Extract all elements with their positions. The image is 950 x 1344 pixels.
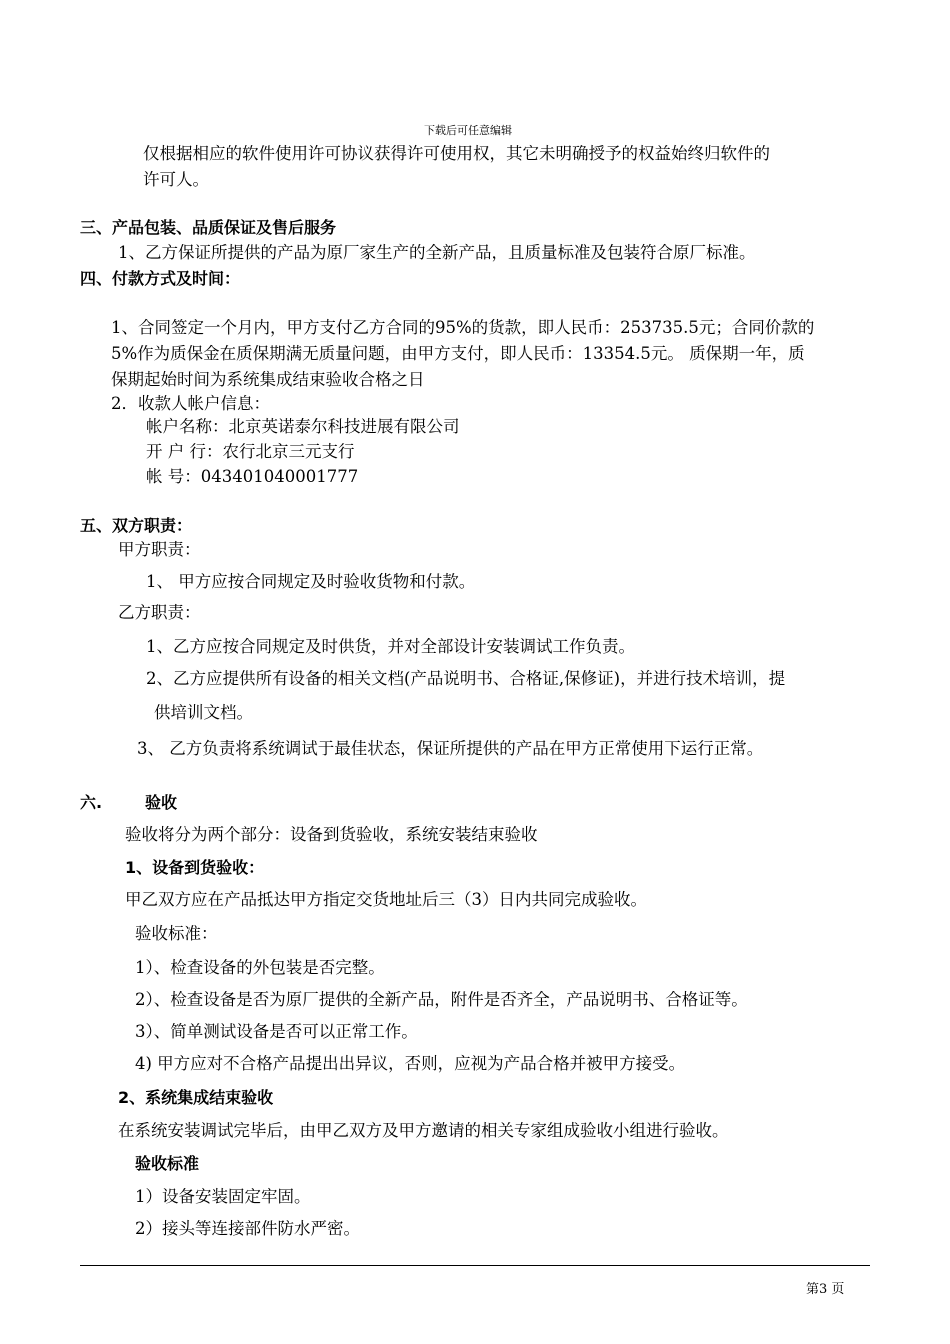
- paragraph-line: 甲乙双方应在产品抵达甲方指定交货地址后三（3）日内共同完成验收。: [125, 890, 647, 909]
- list-item: 1）、检查设备的外包装是否完整。: [135, 958, 385, 977]
- page-number: 第3 页: [806, 1282, 845, 1297]
- section-heading-5: 五、双方职责：: [80, 516, 193, 535]
- list-item: 2）、检查设备是否为原厂提供的全新产品，附件是否齐全，产品说明书、合格证等。: [135, 990, 748, 1009]
- paragraph-line: 许可人。: [143, 170, 209, 189]
- list-item: 4) 甲方应对不合格产品提出出异议，否则，应视为产品合格并被甲方接受。: [135, 1054, 686, 1073]
- list-item: 1、 甲方应按合同规定及时验收货物和付款。: [146, 572, 476, 591]
- paragraph-line: 保期起始时间为系统集成结束验收合格之日: [111, 370, 425, 389]
- account-name: 帐户名称：北京英诺泰尔科技进展有限公司: [146, 417, 460, 436]
- sub-label: 甲方职责：: [118, 540, 201, 559]
- footer-divider: [80, 1265, 870, 1266]
- section-heading-3: 三、产品包装、品质保证及售后服务: [80, 218, 337, 237]
- list-item: 2、乙方应提供所有设备的相关文档(产品说明书、合格证,保修证)，并进行技术培训，提: [146, 669, 786, 688]
- list-item: 1、乙方应按合同规定及时供货，并对全部设计安装调试工作负责。: [146, 637, 635, 656]
- subsection-heading: 1、设备到货验收：: [125, 858, 265, 877]
- list-item: 3、 乙方负责将系统调试于最佳状态，保证所提供的产品在甲方正常使用下运行正常。: [137, 739, 764, 758]
- subsection-heading: 2、系统集成结束验收: [118, 1088, 274, 1107]
- account-number: 帐 号：043401040001777: [146, 467, 359, 486]
- page-header: 下载后可任意编辑: [424, 124, 512, 137]
- sub-label: 验收标准：: [135, 924, 218, 943]
- section-number-6: 六.: [80, 793, 103, 812]
- list-item: 2）接头等连接部件防水严密。: [135, 1219, 360, 1238]
- paragraph-line: 在系统安装调试完毕后，由甲乙双方及甲方邀请的相关专家组成验收小组进行验收。: [118, 1121, 729, 1140]
- paragraph-line: 1、乙方保证所提供的产品为原厂家生产的全新产品，且质量标准及包装符合原厂标准。: [118, 243, 756, 262]
- section-heading-6: 验收: [145, 793, 178, 812]
- sub-label: 验收标准: [135, 1154, 200, 1173]
- paragraph-line: 1、合同签定一个月内，甲方支付乙方合同的95%的货款，即人民币：253735.5元；合同价款的: [111, 318, 815, 337]
- list-item: 1）设备安装固定牢固。: [135, 1187, 311, 1206]
- paragraph-line: 5%作为质保金在质保期满无质量问题，由甲方支付，即人民币：13354.5元。 质保期一年，质: [111, 344, 805, 363]
- list-item: 供培训文档。: [154, 703, 253, 722]
- paragraph-line: 仅根据相应的软件使用许可协议获得许可使用权，其它未明确授予的权益始终归软件的: [143, 144, 770, 163]
- paragraph-line: 验收将分为两个部分：设备到货验收，系统安装结束验收: [125, 825, 538, 844]
- section-heading-4: 四、付款方式及时间：: [80, 269, 241, 288]
- sub-label: 乙方职责：: [118, 603, 201, 622]
- list-item: 3）、简单测试设备是否可以正常工作。: [135, 1022, 418, 1041]
- account-bank: 开 户 行：农行北京三元支行: [146, 442, 355, 461]
- paragraph-line: 2．收款人帐户信息：: [111, 394, 270, 413]
